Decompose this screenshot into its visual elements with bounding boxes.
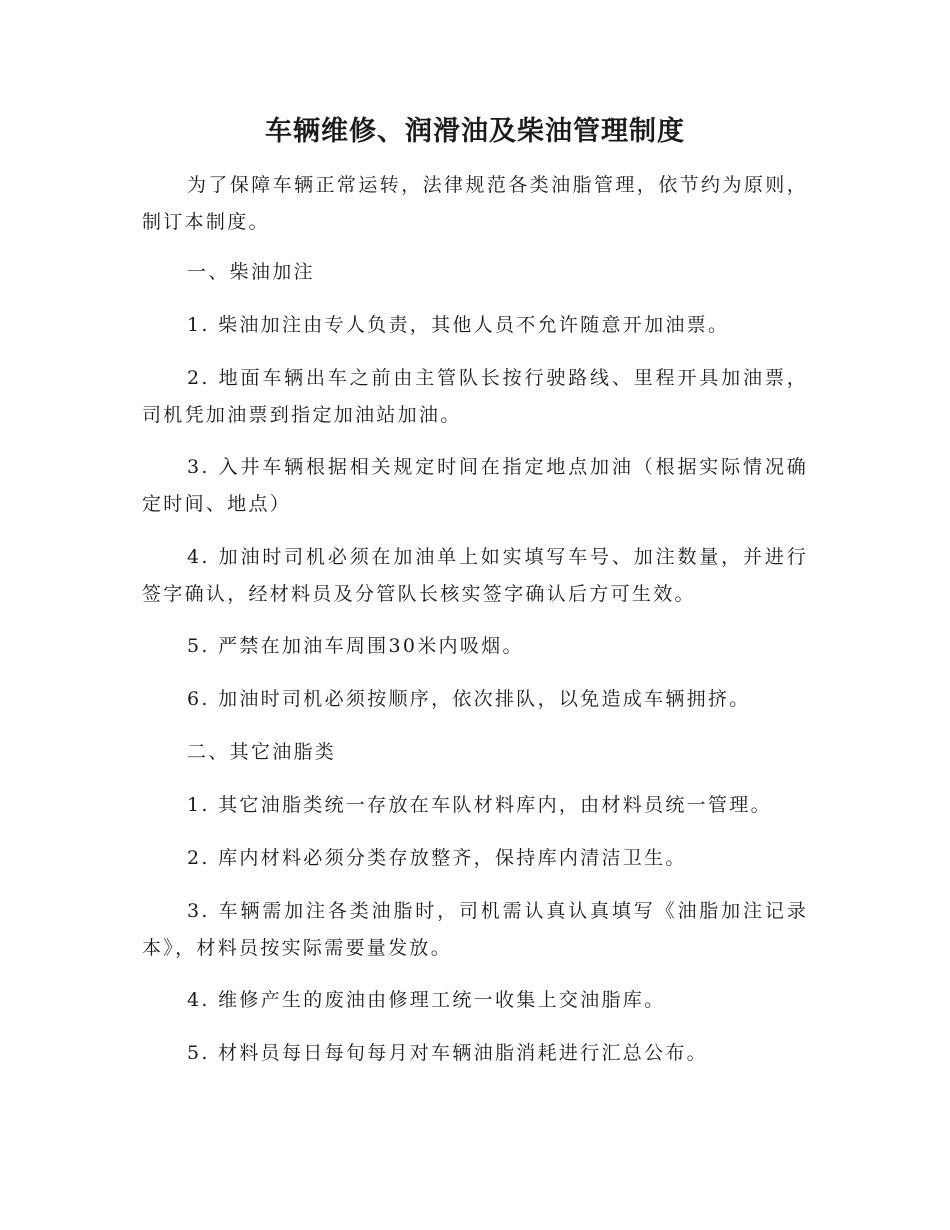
oil-item-3: 3. 车辆需加注各类油脂时，司机需认真认真填写《油脂加注记录本》，材料员按实际需要量发放。	[142, 900, 808, 959]
intro-paragraph: 为了保障车辆正常运转，法律规范各类油脂管理，依节约为原则，制订本制度。	[142, 174, 808, 233]
oil-item-5: 5. 材料员每日每旬每月对车辆油脂消耗进行汇总公布。	[187, 1042, 708, 1064]
diesel-item-4: 4. 加油时司机必须在加油单上如实填写车号、加注数量，并进行签字确认，经材料员及分管队长核实签字确认后方可生效。	[142, 546, 808, 605]
diesel-item-6: 6. 加油时司机必须按顺序，依次排队，以免造成车辆拥挤。	[187, 688, 751, 710]
oil-item-2: 2. 库内材料必须分类存放整齐，保持库内清洁卫生。	[187, 847, 687, 869]
section-heading-diesel: 一、柴油加注	[187, 261, 315, 283]
diesel-item-3: 3. 入井车辆根据相关规定时间在指定地点加油（根据实际情况确定时间、地点）	[142, 456, 808, 515]
document-title: 车辆维修、润滑油及柴油管理制度	[265, 116, 685, 147]
diesel-item-1: 1. 柴油加注由专人负责，其他人员不允许随意开加油票。	[187, 314, 730, 336]
diesel-item-2: 2. 地面车辆出车之前由主管队长按行驶路线、里程开具加油票，司机凭加油票到指定加油站加油。	[142, 367, 808, 426]
oil-item-1: 1. 其它油脂类统一存放在车队材料库内，由材料员统一管理。	[187, 794, 772, 816]
oil-item-4: 4. 维修产生的废油由修理工统一收集上交油脂库。	[187, 989, 666, 1011]
section-heading-other-oils: 二、其它油脂类	[187, 741, 337, 763]
diesel-item-5: 5. 严禁在加油车周围30米内吸烟。	[187, 635, 524, 657]
